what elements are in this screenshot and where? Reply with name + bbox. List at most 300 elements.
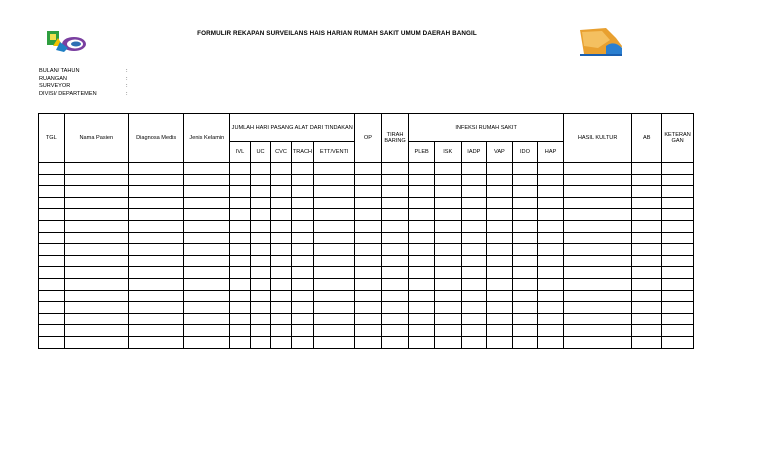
table-cell — [381, 232, 409, 244]
table-cell — [39, 174, 65, 186]
form-title: FORMULIR REKAPAN SURVEILANS HAIS HARIAN RUMAH SAKIT UMUM DAERAH BANGIL — [197, 30, 477, 37]
table-cell — [434, 209, 461, 221]
table-cell — [129, 174, 184, 186]
table-cell — [250, 290, 270, 302]
meta-label: DIVISI/ DEPARTEMEN — [39, 90, 97, 97]
table-cell — [487, 232, 513, 244]
table-cell — [409, 313, 435, 325]
table-cell — [487, 220, 513, 232]
table-cell — [250, 197, 270, 209]
table-cell — [230, 209, 250, 221]
table-cell — [662, 325, 694, 337]
table-cell — [434, 267, 461, 279]
table-cell — [291, 336, 314, 348]
header-alat: IVL — [230, 142, 250, 163]
table-cell — [512, 302, 538, 314]
table-cell — [632, 197, 662, 209]
table-cell — [314, 313, 355, 325]
table-cell — [250, 174, 270, 186]
table-cell — [409, 325, 435, 337]
table-cell — [291, 255, 314, 267]
table-cell — [129, 232, 184, 244]
table-cell — [381, 302, 409, 314]
table-cell — [250, 220, 270, 232]
table-cell — [381, 163, 409, 175]
table-cell — [250, 302, 270, 314]
table-cell — [184, 197, 230, 209]
table-cell — [230, 255, 250, 267]
table-cell — [184, 267, 230, 279]
table-cell — [355, 302, 382, 314]
table-cell — [355, 197, 382, 209]
table-cell — [314, 244, 355, 256]
table-cell — [434, 278, 461, 290]
table-cell — [271, 197, 291, 209]
table-cell — [271, 232, 291, 244]
table-cell — [355, 325, 382, 337]
table-row — [39, 174, 694, 186]
regency-logo — [576, 26, 626, 58]
table-cell — [250, 336, 270, 348]
table-cell — [271, 163, 291, 175]
table-cell — [538, 290, 564, 302]
table-cell — [230, 278, 250, 290]
table-row — [39, 255, 694, 267]
table-cell — [662, 313, 694, 325]
table-cell — [662, 232, 694, 244]
table-cell — [434, 163, 461, 175]
table-cell — [39, 209, 65, 221]
table-cell — [381, 278, 409, 290]
header-infeksi: PLEB — [409, 142, 435, 163]
table-cell — [662, 220, 694, 232]
table-cell — [563, 232, 632, 244]
table-cell — [291, 232, 314, 244]
table-cell — [487, 267, 513, 279]
table-cell — [291, 325, 314, 337]
table-cell — [129, 244, 184, 256]
table-cell — [632, 278, 662, 290]
table-cell — [314, 302, 355, 314]
table-cell — [271, 186, 291, 198]
table-cell — [538, 325, 564, 337]
table-cell — [129, 336, 184, 348]
table-cell — [487, 278, 513, 290]
table-cell — [512, 290, 538, 302]
table-cell — [512, 163, 538, 175]
table-cell — [563, 290, 632, 302]
table-cell — [184, 174, 230, 186]
table-cell — [230, 290, 250, 302]
table-cell — [461, 163, 487, 175]
table-cell — [461, 220, 487, 232]
table-cell — [230, 244, 250, 256]
table-cell — [230, 325, 250, 337]
header-group-alat: JUMLAH HARI PASANG ALAT DARI TINDAKAN — [230, 114, 355, 142]
table-cell — [129, 255, 184, 267]
table-cell — [230, 267, 250, 279]
table-cell — [314, 174, 355, 186]
table-cell — [314, 278, 355, 290]
table-row — [39, 186, 694, 198]
table-row — [39, 220, 694, 232]
table-cell — [355, 232, 382, 244]
table-cell — [538, 220, 564, 232]
table-cell — [409, 255, 435, 267]
table-cell — [461, 174, 487, 186]
table-cell — [538, 313, 564, 325]
table-cell — [487, 313, 513, 325]
table-cell — [64, 244, 128, 256]
table-row — [39, 244, 694, 256]
table-cell — [461, 290, 487, 302]
table-cell — [129, 325, 184, 337]
table-cell — [662, 267, 694, 279]
table-cell — [250, 313, 270, 325]
table-cell — [381, 209, 409, 221]
table-cell — [538, 174, 564, 186]
header-diagnosa: Diagnosa Medis — [129, 114, 184, 163]
header-keterangan: KETERAN GAN — [662, 114, 694, 163]
table-cell — [381, 255, 409, 267]
table-cell — [291, 186, 314, 198]
table-cell — [129, 209, 184, 221]
header-infeksi: IDO — [512, 142, 538, 163]
table-cell — [250, 232, 270, 244]
table-cell — [461, 278, 487, 290]
table-cell — [662, 278, 694, 290]
header-alat: UC — [250, 142, 270, 163]
header-infeksi: IADP — [461, 142, 487, 163]
table-cell — [512, 197, 538, 209]
table-cell — [250, 186, 270, 198]
table-cell — [632, 290, 662, 302]
table-cell — [355, 336, 382, 348]
table-cell — [64, 209, 128, 221]
table-cell — [230, 220, 250, 232]
table-cell — [563, 325, 632, 337]
table-cell — [563, 197, 632, 209]
table-cell — [434, 255, 461, 267]
header-infeksi: VAP — [487, 142, 513, 163]
table-cell — [39, 255, 65, 267]
table-row — [39, 290, 694, 302]
table-cell — [662, 197, 694, 209]
table-cell — [314, 209, 355, 221]
table-cell — [271, 255, 291, 267]
table-cell — [355, 290, 382, 302]
table-cell — [461, 302, 487, 314]
table-cell — [314, 232, 355, 244]
header-tirah-baring: TIRAH BARING — [381, 114, 409, 163]
table-cell — [64, 290, 128, 302]
header-alat: TRACH — [291, 142, 314, 163]
table-cell — [461, 255, 487, 267]
table-cell — [662, 336, 694, 348]
table-cell — [129, 278, 184, 290]
table-cell — [487, 325, 513, 337]
table-cell — [434, 244, 461, 256]
table-cell — [461, 209, 487, 221]
table-cell — [632, 220, 662, 232]
table-cell — [129, 302, 184, 314]
table-cell — [434, 197, 461, 209]
table-cell — [538, 336, 564, 348]
table-cell — [271, 336, 291, 348]
table-cell — [271, 302, 291, 314]
table-cell — [314, 336, 355, 348]
table-cell — [632, 313, 662, 325]
table-cell — [434, 325, 461, 337]
table-cell — [409, 174, 435, 186]
table-cell — [409, 278, 435, 290]
table-cell — [662, 244, 694, 256]
table-cell — [487, 186, 513, 198]
table-cell — [662, 290, 694, 302]
table-cell — [662, 255, 694, 267]
table-cell — [434, 174, 461, 186]
table-cell — [563, 209, 632, 221]
table-cell — [662, 163, 694, 175]
table-cell — [409, 267, 435, 279]
table-cell — [291, 278, 314, 290]
table-cell — [461, 325, 487, 337]
table-cell — [129, 163, 184, 175]
table-cell — [512, 313, 538, 325]
table-cell — [64, 197, 128, 209]
table-cell — [563, 278, 632, 290]
table-cell — [250, 209, 270, 221]
table-cell — [381, 244, 409, 256]
table-cell — [461, 267, 487, 279]
table-row — [39, 267, 694, 279]
table-cell — [271, 290, 291, 302]
header-jenis-kelamin: Jenis Kelamin — [184, 114, 230, 163]
table-cell — [271, 174, 291, 186]
table-cell — [291, 220, 314, 232]
table-cell — [184, 302, 230, 314]
table-cell — [512, 220, 538, 232]
table-cell — [64, 325, 128, 337]
table-cell — [538, 244, 564, 256]
table-cell — [409, 197, 435, 209]
table-cell — [355, 174, 382, 186]
table-cell — [271, 220, 291, 232]
table-cell — [39, 290, 65, 302]
header-alat: CVC — [271, 142, 291, 163]
table-cell — [291, 209, 314, 221]
table-cell — [487, 336, 513, 348]
table-cell — [632, 267, 662, 279]
table-cell — [632, 325, 662, 337]
table-cell — [538, 278, 564, 290]
table-cell — [184, 278, 230, 290]
table-cell — [64, 232, 128, 244]
table-cell — [39, 220, 65, 232]
table-cell — [129, 220, 184, 232]
header-hasil-kultur: HASIL KULTUR — [563, 114, 632, 163]
table-cell — [538, 232, 564, 244]
table-cell — [184, 209, 230, 221]
table-cell — [512, 244, 538, 256]
table-cell — [381, 186, 409, 198]
surveillance-table — [38, 113, 694, 349]
table-cell — [461, 186, 487, 198]
table-cell — [461, 313, 487, 325]
table-cell — [632, 163, 662, 175]
table-cell — [39, 325, 65, 337]
table-cell — [563, 313, 632, 325]
table-row — [39, 232, 694, 244]
table-cell — [434, 232, 461, 244]
table-cell — [563, 302, 632, 314]
table-cell — [291, 163, 314, 175]
table-cell — [39, 232, 65, 244]
table-cell — [314, 255, 355, 267]
table-cell — [314, 197, 355, 209]
table-cell — [355, 220, 382, 232]
table-cell — [512, 232, 538, 244]
table-cell — [563, 267, 632, 279]
table-cell — [409, 244, 435, 256]
table-row — [39, 197, 694, 209]
table-cell — [314, 220, 355, 232]
table-cell — [538, 209, 564, 221]
table-cell — [381, 325, 409, 337]
table-cell — [487, 244, 513, 256]
table-cell — [632, 174, 662, 186]
table-cell — [355, 267, 382, 279]
table-cell — [409, 220, 435, 232]
table-cell — [409, 336, 435, 348]
table-cell — [291, 267, 314, 279]
table-cell — [632, 336, 662, 348]
table-cell — [355, 278, 382, 290]
table-row — [39, 278, 694, 290]
table-cell — [662, 302, 694, 314]
table-cell — [39, 336, 65, 348]
table-cell — [409, 209, 435, 221]
table-cell — [64, 313, 128, 325]
table-cell — [381, 174, 409, 186]
table-cell — [64, 255, 128, 267]
table-cell — [314, 325, 355, 337]
table-cell — [662, 186, 694, 198]
table-cell — [291, 174, 314, 186]
table-row — [39, 302, 694, 314]
table-cell — [314, 290, 355, 302]
table-cell — [487, 174, 513, 186]
table-cell — [291, 290, 314, 302]
table-cell — [230, 197, 250, 209]
table-cell — [184, 255, 230, 267]
table-cell — [129, 197, 184, 209]
table-cell — [632, 232, 662, 244]
table-cell — [230, 232, 250, 244]
table-cell — [64, 278, 128, 290]
table-cell — [230, 186, 250, 198]
header-op: OP — [355, 114, 382, 163]
table-cell — [461, 232, 487, 244]
table-cell — [230, 302, 250, 314]
table-cell — [64, 186, 128, 198]
table-cell — [39, 163, 65, 175]
table-cell — [129, 313, 184, 325]
table-cell — [409, 232, 435, 244]
table-cell — [184, 186, 230, 198]
table-cell — [184, 290, 230, 302]
table-cell — [250, 325, 270, 337]
table-cell — [381, 197, 409, 209]
meta-label: BULAN/ TAHUN — [39, 68, 80, 74]
table-cell — [512, 186, 538, 198]
table-cell — [39, 313, 65, 325]
table-cell — [434, 290, 461, 302]
table-cell — [64, 267, 128, 279]
table-cell — [538, 163, 564, 175]
table-cell — [355, 209, 382, 221]
table-cell — [129, 267, 184, 279]
table-cell — [512, 278, 538, 290]
table-cell — [381, 313, 409, 325]
table-cell — [271, 313, 291, 325]
table-cell — [461, 336, 487, 348]
table-cell — [39, 244, 65, 256]
table-cell — [184, 244, 230, 256]
table-cell — [434, 220, 461, 232]
table-cell — [230, 336, 250, 348]
header-infeksi: ISK — [434, 142, 461, 163]
table-row — [39, 209, 694, 221]
form-meta: BULAN/ TAHUN : RUANGAN : SURVEYOR : DIVISI/ DEPARTEMEN : — [39, 68, 128, 97]
table-cell — [39, 186, 65, 198]
table-cell — [355, 163, 382, 175]
table-cell — [184, 220, 230, 232]
meta-label: RUANGAN — [39, 75, 67, 82]
table-row — [39, 336, 694, 348]
table-cell — [184, 325, 230, 337]
table-cell — [314, 186, 355, 198]
table-cell — [129, 290, 184, 302]
table-cell — [434, 313, 461, 325]
table-cell — [291, 302, 314, 314]
table-cell — [563, 163, 632, 175]
table-cell — [184, 336, 230, 348]
table-cell — [563, 220, 632, 232]
table-cell — [39, 267, 65, 279]
table-cell — [291, 313, 314, 325]
header-group-infeksi: INFEKSI RUMAH SAKIT — [409, 114, 564, 142]
table-cell — [64, 302, 128, 314]
table-cell — [314, 267, 355, 279]
table-cell — [184, 313, 230, 325]
table-cell — [512, 267, 538, 279]
table-cell — [129, 186, 184, 198]
table-cell — [291, 244, 314, 256]
table-cell — [563, 336, 632, 348]
table-cell — [512, 336, 538, 348]
header-nama-pasien: Nama Pasien — [64, 114, 128, 163]
table-cell — [355, 186, 382, 198]
table-cell — [230, 313, 250, 325]
table-cell — [291, 197, 314, 209]
meta-label: SURVEYOR — [39, 83, 71, 90]
table-cell — [563, 255, 632, 267]
table-row — [39, 325, 694, 337]
table-cell — [662, 174, 694, 186]
table-cell — [64, 163, 128, 175]
table-cell — [434, 302, 461, 314]
